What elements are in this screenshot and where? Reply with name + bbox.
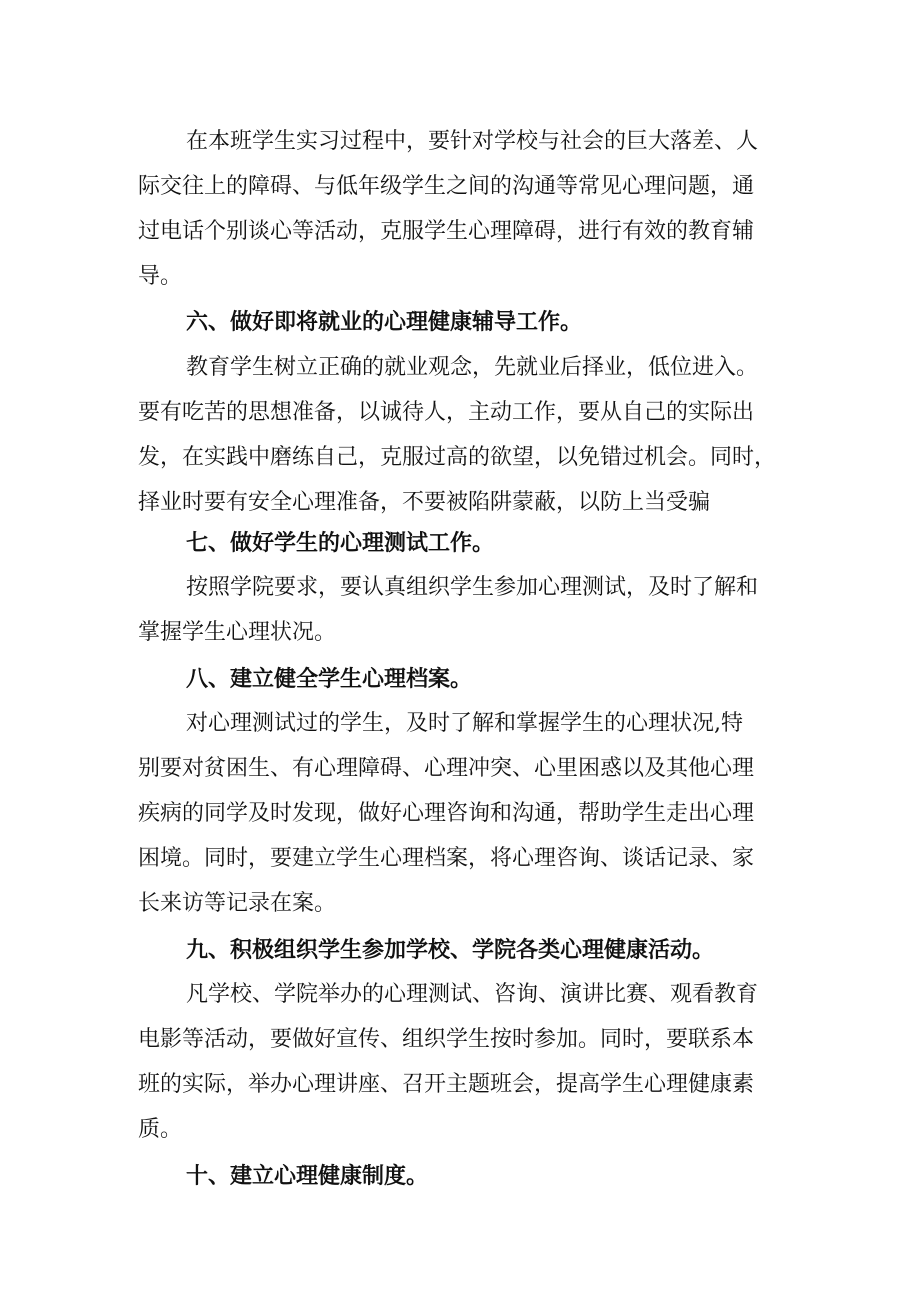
paragraph-line: 择业时要有安全心理准备，不要被陷阱蒙蔽，以防上当受骗 [138,490,711,515]
paragraph-line: 对心理测试过的学生，及时了解和掌握学生的心理状况,特 [186,711,743,736]
paragraph-line: 班的实际，举办心理讲座、召开主题班会，提高学生心理健康素 [138,1072,755,1097]
paragraph-line: 际交往上的障碍、与低年级学生之间的沟通等常见心理问题，通 [138,174,755,199]
paragraph-line: 长来访等记录在案。 [138,891,337,916]
paragraph-line: 质。 [138,1117,183,1142]
paragraph-line: 掌握学生心理状况。 [138,620,337,645]
section-heading-9: 九、积极组织学生参加学校、学院各类心理健康活动。 [186,937,715,963]
paragraph-line: 电影等活动，要做好宣传、组织学生按时参加。同时，要联系本 [138,1027,755,1052]
paragraph-line: 教育学生树立正确的就业观念，先就业后择业，低位进入。 [186,355,759,380]
section-heading-8: 八、建立健全学生心理档案。 [186,666,473,692]
paragraph-line: 导。 [138,264,183,289]
section-heading-10: 十、建立心理健康制度。 [186,1163,429,1189]
paragraph-line: 按照学院要求，要认真组织学生参加心理测试，及时了解和 [186,575,759,600]
paragraph-line: 在本班学生实习过程中，要针对学校与社会的巨大落差、人 [186,129,759,154]
section-heading-7: 七、做好学生的心理测试工作。 [186,530,495,556]
paragraph-line: 疾病的同学及时发现，做好心理咨询和沟通，帮助学生走出心理 [138,801,755,826]
paragraph-line: 过电话个别谈心等活动，克服学生心理障碍，进行有效的教育辅 [138,219,755,244]
paragraph-line: 困境。同时，要建立学生心理档案，将心理咨询、谈话记录、家 [138,846,755,871]
paragraph-line: 别要对贫困生、有心理障碍、心理冲突、心里困惑以及其他心理 [138,756,755,781]
paragraph-line: 发，在实践中磨练自己，克服过高的欲望，以免错过机会。同时， [138,445,777,470]
paragraph-line: 凡学校、学院举办的心理测试、咨询、演讲比赛、观看教育 [186,982,759,1007]
paragraph-line: 要有吃苦的思想准备，以诚待人，主动工作，要从自己的实际出 [138,400,755,425]
section-heading-6: 六、做好即将就业的心理健康辅导工作。 [186,309,583,335]
